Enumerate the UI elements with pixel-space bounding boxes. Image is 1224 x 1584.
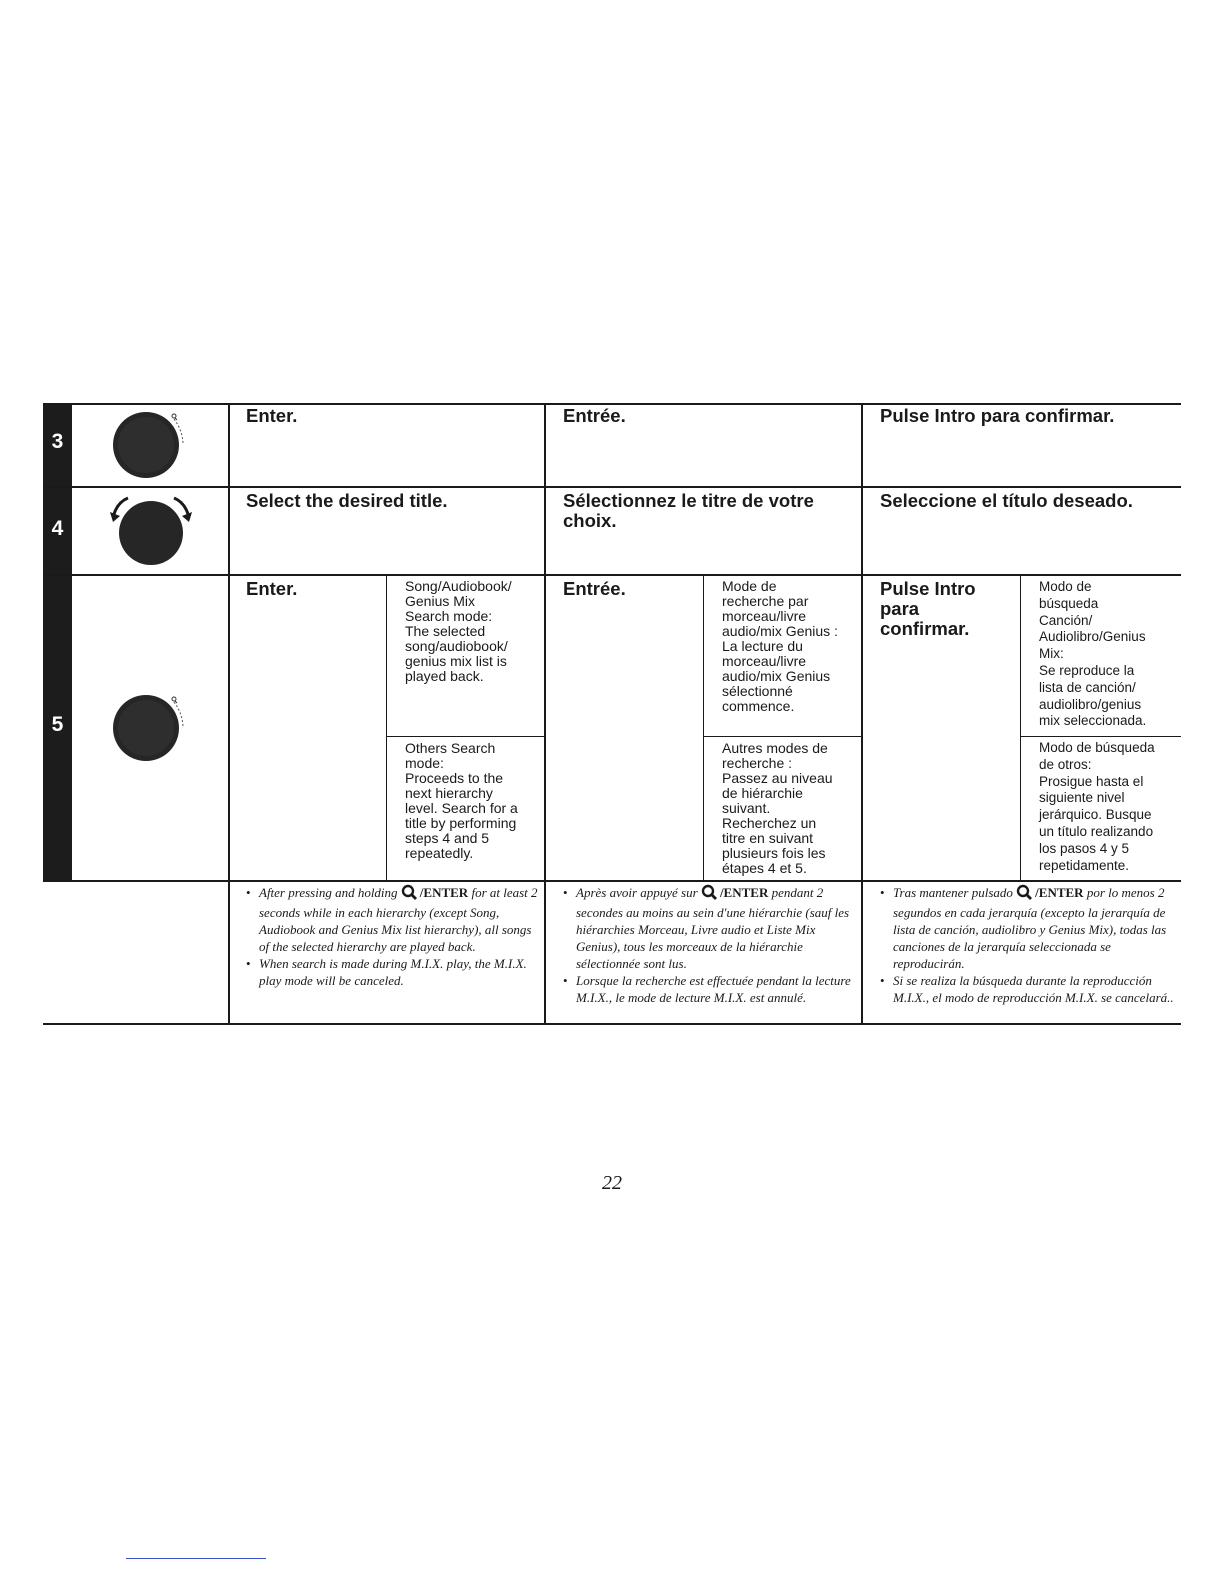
en-others-line: Proceeds to the [405,770,504,786]
row-divider-3-4 [43,486,1181,488]
fr-song-search-mode [722,579,838,714]
en-song-line: The selected [405,623,486,639]
fr-others-search-mode [722,741,833,876]
es-song-line: Canción/ [1039,612,1093,628]
en-subcol-divider [386,576,387,880]
fr-note-bullet-1 [560,884,859,972]
fr-others-line: recherche : [722,755,793,771]
es-others-line: un título realizando [1039,823,1154,839]
en-others-line: mode: [405,755,444,771]
col-divider-en-fr [544,403,546,1025]
en-notes [243,884,541,989]
en-others-line: title by performing [405,815,517,831]
en-song-line: genius mix list is [405,653,507,669]
es-note-bullet-2: • Si se realiza la búsqueda durante la reproducción M.I.X., el modo de reproducción M.I.X. se cancelará.. [877,972,1179,1006]
fr-others-line: suivant. [722,800,771,816]
es-song-line: Audiolibro/Genius [1039,629,1146,645]
enter-key-label: /ENTER [419,885,469,900]
es-notes [877,884,1179,1006]
step-5-es-title-line-3: confirmar. [880,618,970,639]
step-3-es-title: Pulse Intro para confirmar. [880,405,1115,426]
knob-icon [108,690,198,766]
en-song-search-mode [405,579,512,684]
fr-song-line: audio/mix Genius [722,668,831,684]
es-others-line: Prosigue hasta el [1039,773,1144,789]
fr-others-line: Recherchez un [722,815,817,831]
enter-key-label: /ENTER [1035,885,1084,900]
step-3-en-title: Enter. [246,405,298,426]
es-song-line: audiolibro/genius [1039,696,1142,712]
search-icon [1016,884,1035,904]
note-text: Tras mantener pulsado [893,885,1017,900]
fr-others-line: titre en suivant [722,830,814,846]
en-others-line: next hierarchy [405,785,493,801]
es-others-line: de otros: [1039,756,1092,772]
step-5-es-title-line-2: para [880,598,920,619]
step-4-fr-title-line-1: Sélectionnez le titre de votre [563,490,814,511]
es-others-line: los pasos 4 y 5 [1039,840,1130,856]
en-others-line: repeatedly. [405,845,474,861]
fr-others-line: Autres modes de [722,740,828,756]
en-note-bullet-1 [243,884,541,955]
es-song-search-mode [1039,579,1146,730]
es-note-bullet-1 [877,884,1179,972]
step-5-es-title [880,579,976,639]
en-song-line: song/audiobook/ [405,638,508,654]
es-others-line: jerárquico. Busque [1039,807,1152,823]
en-others-line: steps 4 and 5 [405,830,490,846]
step-4-fr-title [563,491,814,531]
fr-song-line: sélectionné [722,683,793,699]
fr-song-line: commence. [722,698,795,714]
footer-rule [126,1558,266,1559]
es-song-line: mix seleccionada. [1039,713,1147,729]
fr-others-line: étapes 4 et 5. [722,860,807,876]
fr-others-line: plusieurs fois les [722,845,826,861]
step-4-en-title: Select the desired title. [246,490,448,511]
note-text: por lo menos 2 segundos en cada jerarquía (excepto la jerarquía de lista de canción, audiolibro y Genius Mix), todas las canciones de la jerarquía seleccionada se reproducirán. [893,885,1167,971]
page-number: 22 [602,1172,622,1194]
es-subcol-divider [1020,576,1021,880]
col-divider-fr-es [861,403,863,1025]
enter-key-label: /ENTER [719,885,769,900]
step-3-number: 3 [51,430,64,453]
fr-song-line: recherche par [722,593,809,609]
col-divider-icon [228,403,230,1025]
step-3-fr-title: Entrée. [563,405,626,426]
fr-song-line: La lecture du [722,638,803,654]
fr-song-line: morceau/livre [722,653,807,669]
en-others-search-mode [405,741,518,861]
en-note-bullet-2: • When search is made during M.I.X. play, the M.I.X. play mode will be canceled. [243,955,541,989]
es-song-line: búsqueda [1039,595,1099,611]
en-song-line: played back. [405,668,484,684]
step-4-number: 4 [51,517,64,540]
fr-subcol-divider [703,576,704,880]
en-others-line: level. Search for a [405,800,518,816]
note-text: After pressing and holding [259,885,401,900]
fr-others-line: de hiérarchie [722,785,803,801]
fr-song-line: audio/mix Genius : [722,623,838,639]
es-others-line: siguiente nivel [1039,790,1125,806]
fr-notes [560,884,859,1006]
step-5-es-title-line-1: Pulse Intro [880,578,976,599]
step-5-fr-title: Entrée. [563,578,626,599]
row-divider-4-5 [43,574,1181,576]
search-icon [701,884,720,904]
search-icon [401,884,420,904]
en-others-line: Others Search [405,740,496,756]
es-others-line: repetidamente. [1039,857,1130,873]
es-song-line: Modo de [1039,579,1092,594]
es-others-search-mode [1039,740,1155,874]
step-4-fr-title-line-2: choix. [563,510,617,531]
es-subrow-divider [1020,736,1181,737]
step-5-en-title: Enter. [246,578,298,599]
note-text: for at least 2 seconds while in each hierarchy (except Song, Audiobook and Genius Mix list hierarchy), all songs of the selected hierarchy are played back. [259,885,538,954]
step-5-number: 5 [51,713,64,736]
row-divider-5-notes [43,880,1181,882]
step-4-es-title: Seleccione el título deseado. [880,490,1133,511]
fr-subrow-divider [703,736,861,737]
en-song-line: Search mode: [405,608,493,624]
fr-others-line: Passez au niveau [722,770,833,786]
es-song-line: lista de canción/ [1039,679,1136,695]
en-song-line: Genius Mix [405,593,476,609]
fr-note-bullet-2: • Lorsque la recherche est effectuée pendant la lecture M.I.X., le mode de lecture M.I.X. est annulé. [560,972,859,1006]
knob-rotate-icon [104,490,200,572]
table-bottom-rule [43,1023,1181,1025]
note-text: Après avoir appuyé sur [576,885,701,900]
knob-icon [108,407,198,483]
es-song-line: Se reproduce la [1039,662,1135,678]
fr-song-line: morceau/livre [722,608,807,624]
es-song-line: Mix: [1039,646,1064,662]
en-subrow-divider [386,736,544,737]
fr-song-line: Mode de [722,578,777,594]
note-text: pendant 2 secondes au moins au sein d'une hiérarchie (sauf les hiérarchies Morceau, Livre audio et Liste Mix Genius), tous les morceaux de la hiérarchie sélectionnée sont lus. [576,885,850,971]
en-song-line: Song/Audiobook/ [405,578,512,594]
es-others-line: Modo de búsqueda [1039,740,1155,755]
